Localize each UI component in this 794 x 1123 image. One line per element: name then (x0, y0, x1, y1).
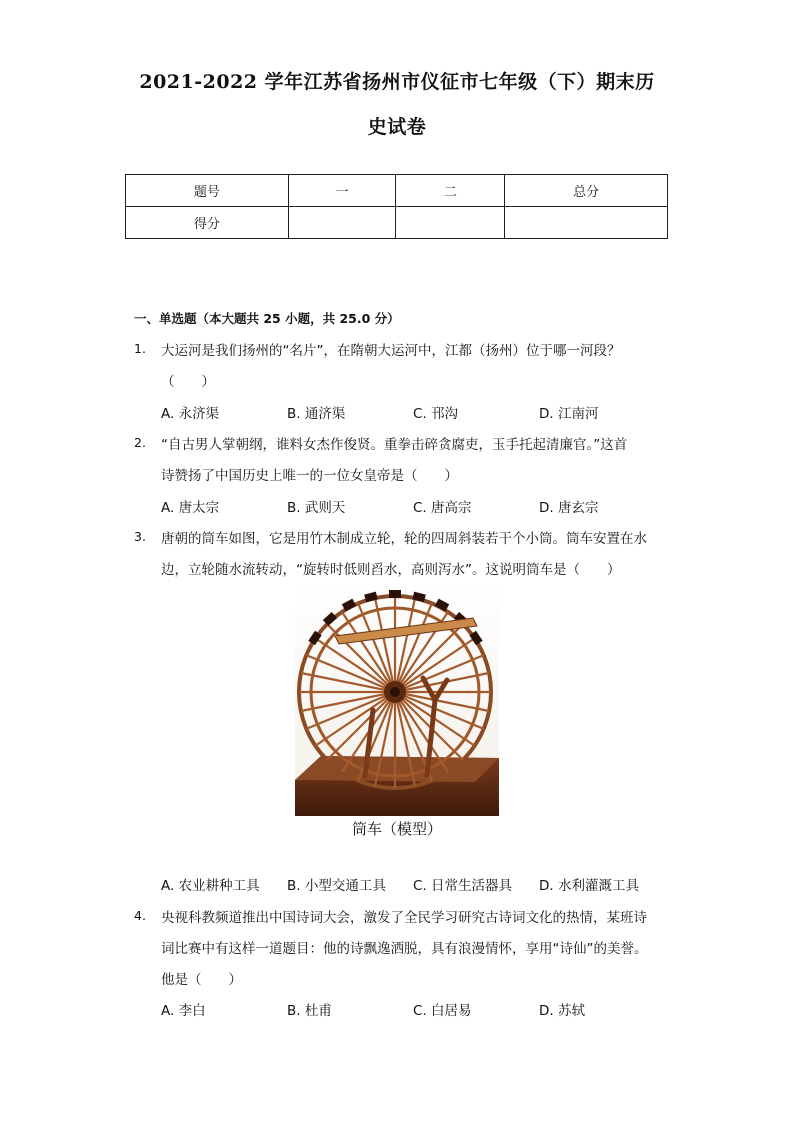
option-b: B. 武则天 (287, 500, 346, 516)
question-number: 4. (134, 908, 146, 923)
option-b: B. 杜甫 (287, 1003, 332, 1019)
question-text: 词比赛中有这样一道题目：他的诗飘逸洒脱，具有浪漫情怀，享用“诗仙”的美誉。 (161, 941, 648, 957)
question-text: 央视科教频道推出中国诗词大会，激发了全民学习研究古诗词文化的热情，某班诗 (161, 910, 647, 926)
option-a: A. 农业耕种工具 (161, 878, 260, 894)
section-heading: 一、单选题（本大题共 25 小题，共 25.0 分） (134, 311, 400, 326)
option-d: D. 江南河 (539, 406, 599, 422)
option-b: B. 小型交通工具 (287, 878, 386, 894)
score-row-label: 得分 (126, 207, 289, 239)
question-text: （ ） (161, 374, 215, 390)
option-c: C. 邗沟 (413, 406, 459, 422)
option-a: A. 永济渠 (161, 406, 220, 422)
image-caption: 筒车（模型） (351, 820, 442, 838)
option-d: D. 苏轼 (539, 1003, 585, 1019)
score-cell (288, 207, 396, 239)
question-text: 诗赞扬了中国历史上唯一的一位女皇帝是（ ） (161, 468, 458, 484)
question-text: 他是（ ） (161, 972, 242, 988)
water-wheel-image (295, 580, 499, 816)
question-text: 大运河是我们扬州的“名片”，在隋朝大运河中，江都（扬州）位于哪一河段？ (161, 343, 621, 359)
score-header-cell: 题号 (126, 175, 289, 207)
score-header-cell: 总分 (505, 175, 668, 207)
option-d: D. 唐玄宗 (539, 500, 599, 516)
option-d: D. 水利灌溉工具 (539, 878, 639, 894)
question-number: 3. (134, 529, 146, 544)
question-text: 边，立轮随水流转动，“旋转时低则舀水，高则泻水”。这说明筒车是（ ） (161, 562, 621, 578)
score-table (125, 174, 668, 239)
question-number: 1. (134, 341, 146, 356)
option-b: B. 通济渠 (287, 406, 346, 422)
score-header-cell: 二 (396, 175, 505, 207)
option-c: C. 日常生活器具 (413, 878, 513, 894)
option-c: C. 白居易 (413, 1003, 472, 1019)
option-a: A. 唐太宗 (161, 500, 220, 516)
question-number: 2. (134, 435, 146, 450)
score-table-header-row (126, 175, 668, 207)
question-text: “自古男人掌朝纲，谁料女杰作俊贤。重拳击碎贪腐吏，玉手托起清廉官。”这首 (161, 437, 628, 453)
exam-title-line-1: 2021-2022 学年江苏省扬州市仪征市七年级（下）期末历 (139, 71, 655, 93)
exam-title-line-2: 史试卷 (367, 116, 427, 138)
score-cell (505, 207, 668, 239)
question-text: 唐朝的筒车如图，它是用竹木制成立轮，轮的四周斜装若干个小筒。筒车安置在水 (161, 531, 647, 547)
score-cell (396, 207, 505, 239)
option-c: C. 唐高宗 (413, 500, 472, 516)
score-header-cell: 一 (288, 175, 396, 207)
option-a: A. 李白 (161, 1003, 206, 1019)
score-table-score-row (126, 207, 668, 239)
